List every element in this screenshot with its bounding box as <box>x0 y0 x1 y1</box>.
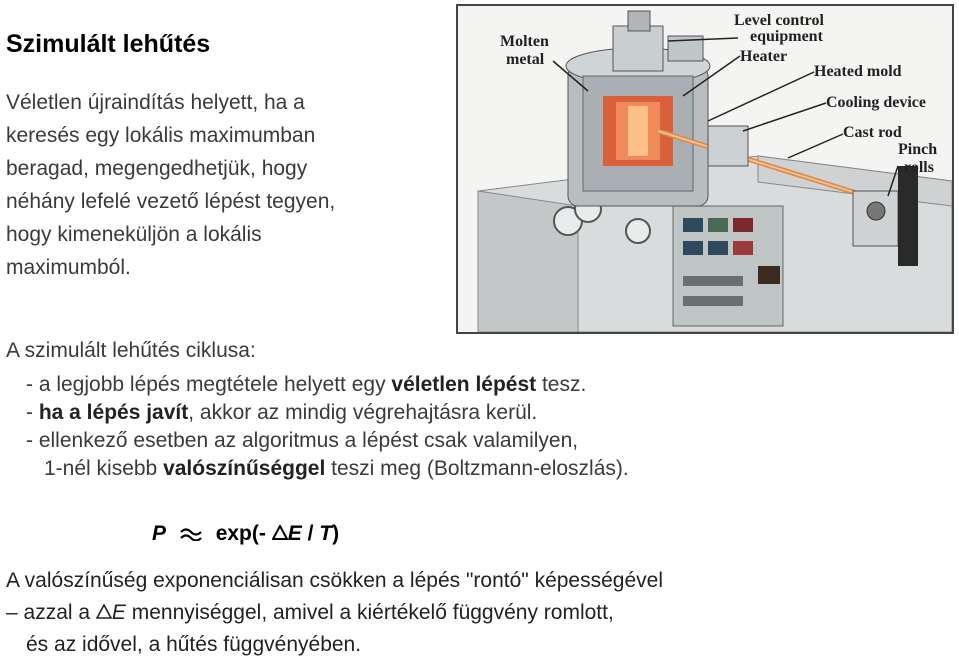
conclusion-text: – azzal a <box>6 601 96 624</box>
formula-close: ) <box>332 522 340 545</box>
boltzmann-formula <box>152 522 339 546</box>
intro-line: Véletlen újraindítás helyett, ha a <box>6 91 305 114</box>
formula-exp: exp(- <box>215 522 272 545</box>
label-heated-mold: Heated mold <box>814 63 902 80</box>
label-molten-metal: metal <box>506 51 545 68</box>
rule-text: - <box>26 401 39 424</box>
intro-line: maximumból. <box>6 256 131 279</box>
label-level-control: equipment <box>750 28 823 45</box>
delta-icon <box>96 604 112 619</box>
formula-e: E <box>287 522 302 545</box>
delta-icon <box>272 525 288 540</box>
conclusion-line: A valószínűség exponenciálisan csökken a lépés "rontó" képességével <box>6 569 663 592</box>
conclusion-delta-e: E <box>111 601 126 624</box>
rule-emphasis: valószínűséggel <box>163 457 326 480</box>
conclusion-line: és az idővel, a hűtés függvényében. <box>26 633 362 656</box>
label-level-control: Level control <box>734 12 824 29</box>
rule-emphasis: ha a lépés javít <box>38 401 189 424</box>
formula-t: T <box>319 522 333 545</box>
label-pinch-rolls: rolls <box>904 159 934 176</box>
intro-line: keresés egy lokális maximumban <box>6 124 316 147</box>
cycle-rules <box>26 371 629 483</box>
label-cast-rod: Cast rod <box>843 124 902 141</box>
formula-p: P <box>152 522 167 545</box>
rule-random-step <box>26 371 629 399</box>
rule-text: - a legjobb lépés megtétele helyett egy <box>26 373 392 396</box>
label-molten-metal: Molten <box>500 33 549 50</box>
rule-worsening-step-cont <box>26 455 629 483</box>
label-pinch-rolls: Pinch <box>898 141 938 158</box>
rule-emphasis: véletlen lépést <box>391 373 537 396</box>
casting-machine-photo <box>456 4 954 334</box>
rule-text: tesz. <box>536 373 587 396</box>
label-cooling-device: Cooling device <box>826 94 926 111</box>
intro-line: néhány lefelé vezető lépést tegyen, <box>6 190 336 213</box>
conclusion-text: mennyiséggel, amivel a kiértékelő függvény romlott, <box>125 601 614 624</box>
slide-title: Szimulált lehűtés <box>6 30 211 58</box>
intro-line: hogy kimeneküljön a lokális <box>6 223 262 246</box>
rule-text: , akkor az mindig végrehajtásra kerül. <box>188 401 538 424</box>
intro-line: beragad, megengedhetjük, hogy <box>6 157 308 180</box>
rule-improving-step <box>26 399 629 427</box>
label-heater: Heater <box>740 48 788 65</box>
rule-text: 1-nél kisebb <box>44 457 164 480</box>
conclusion-paragraph <box>6 565 663 661</box>
rule-text: teszi meg (Boltzmann-eloszlás). <box>325 457 629 480</box>
intro-paragraph <box>6 86 446 284</box>
conclusion-line <box>6 597 663 629</box>
rule-worsening-step: - ellenkező esetben az algoritmus a lépést csak valamilyen, <box>26 429 579 452</box>
formula-slash: / <box>301 522 320 545</box>
cycle-heading: A szimulált lehűtés ciklusa: <box>6 339 256 362</box>
approx-icon <box>180 527 202 541</box>
